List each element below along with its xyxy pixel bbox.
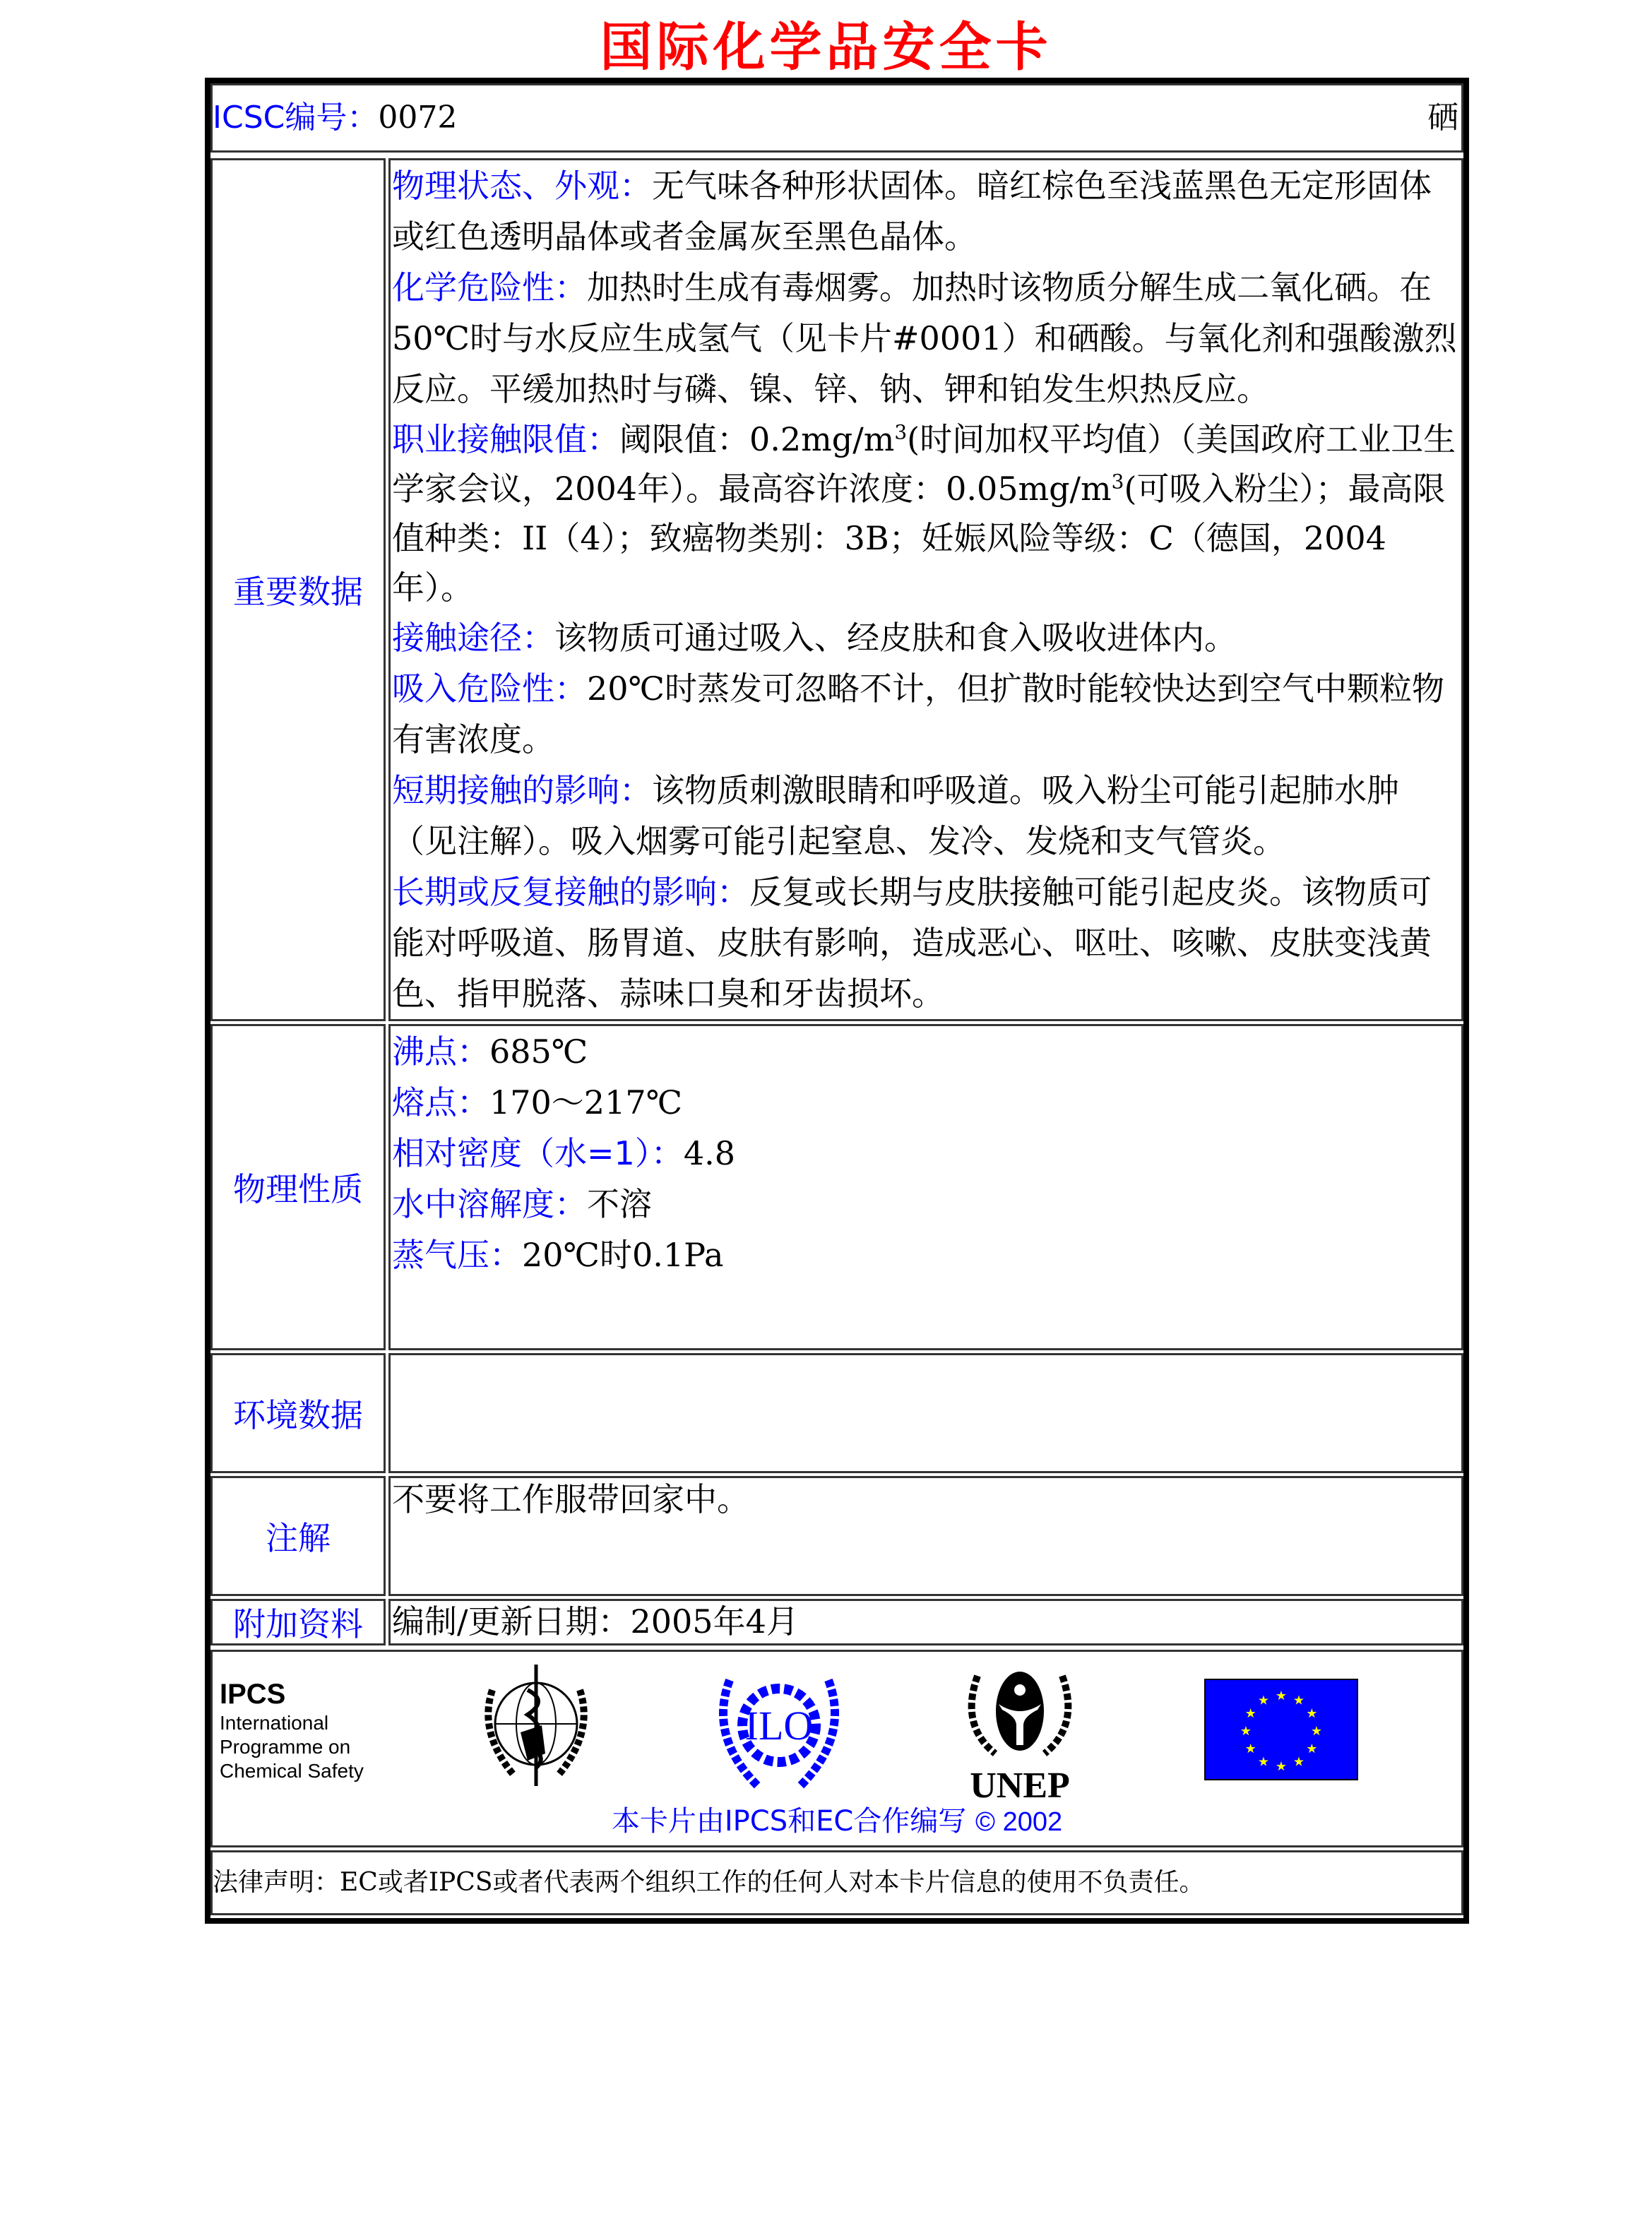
eu-star-icon: ★ <box>1240 1724 1252 1739</box>
icsc-number: 0072 <box>378 100 458 136</box>
eu-star-icon: ★ <box>1257 1754 1270 1770</box>
item-label: 物理状态、外观： <box>392 167 652 205</box>
item-text: 20℃时0.1Pa <box>522 1236 724 1274</box>
substance-name: 硒 <box>1427 100 1458 136</box>
vapour-pressure <box>392 1230 1461 1280</box>
item-label: 化学危险性： <box>392 268 587 306</box>
copyright: © 2002 <box>975 1807 1063 1837</box>
inhalation-risk <box>392 663 1461 765</box>
item-label: 蒸气压： <box>392 1236 522 1274</box>
unep-emblem-icon <box>960 1662 1080 1803</box>
eu-star-icon: ★ <box>1293 1754 1305 1770</box>
section-label: 物理性质 <box>233 1170 363 1208</box>
short-term-effects <box>392 765 1461 867</box>
relative-density <box>392 1128 1461 1179</box>
item-label: 水中溶解度： <box>392 1185 587 1223</box>
icsc-header-row <box>210 83 1463 153</box>
important-data-label <box>210 158 386 1021</box>
item-label: 熔点： <box>392 1083 489 1121</box>
credit-text: 本卡片由IPCS和EC合作编写 <box>611 1805 967 1838</box>
ipcs-logo-text <box>220 1677 364 1783</box>
unep-text: UNEP <box>970 1766 1070 1803</box>
item-text: (时间加权平均值）（美国政府工业卫生学家会议，2004年）。最高容许浓度：0.05mg/m <box>392 420 1456 508</box>
exposure-routes <box>392 612 1461 663</box>
ilo-text: ILO <box>744 1703 814 1749</box>
superscript: 3 <box>1111 470 1124 494</box>
footer-logos-row <box>210 1650 1463 1847</box>
section-label: 重要数据 <box>233 573 363 611</box>
notes-text: 不要将工作服带回家中。 <box>392 1480 749 1518</box>
item-label: 短期接触的影响： <box>392 771 652 809</box>
important-data-content <box>388 158 1463 1021</box>
exposure-limits <box>392 415 1461 612</box>
eu-star-icon: ★ <box>1275 1689 1288 1703</box>
item-text: 20℃时蒸发可忽略不计，但扩散时能较快达到空气中颗粒物有害浓度。 <box>392 669 1444 758</box>
additional-content <box>388 1599 1463 1645</box>
eu-star-icon: ★ <box>1275 1759 1288 1774</box>
legal-text: EC或者IPCS或者代表两个组织工作的任何人对本卡片信息的使用不负责任。 <box>340 1868 1205 1897</box>
item-text: 反复或长期与皮肤接触可能引起皮炎。该物质可能对呼吸道、肠胃道、皮肤有影响，造成恶心、呕吐、咳嗽、皮肤变浅黄色、指甲脱落、蒜味口臭和牙齿损坏。 <box>392 873 1432 1013</box>
eu-star-icon: ★ <box>1293 1693 1305 1708</box>
ipcs-title: IPCS <box>220 1679 286 1710</box>
notes-label <box>210 1476 386 1596</box>
icsc-number-label: ICSC编号： <box>213 100 379 136</box>
environment-content <box>388 1353 1463 1473</box>
ipcs-line: International <box>220 1712 329 1734</box>
item-label: 职业接触限值： <box>392 420 619 458</box>
who-emblem-icon <box>471 1662 601 1793</box>
page-title: 国际化学品安全卡 <box>600 17 1052 78</box>
eu-star-icon: ★ <box>1310 1724 1323 1739</box>
appearance <box>392 160 1461 262</box>
section-label: 注解 <box>266 1519 331 1557</box>
eu-star-icon: ★ <box>1306 1706 1318 1721</box>
physical-properties-label <box>210 1024 386 1350</box>
item-label: 长期或反复接触的影响： <box>392 873 749 911</box>
item-text: 4.8 <box>683 1134 735 1172</box>
ipcs-line: Chemical Safety <box>220 1760 364 1782</box>
legal-label: 法律声明： <box>213 1868 340 1897</box>
long-term-effects <box>392 867 1461 1019</box>
superscript: 3 <box>894 420 908 444</box>
item-label: 吸入危险性： <box>392 669 587 708</box>
additional-label <box>210 1599 386 1645</box>
physical-properties-content <box>388 1024 1463 1350</box>
melting-point <box>392 1077 1461 1128</box>
environment-label <box>210 1353 386 1473</box>
section-label: 附加资料 <box>233 1605 363 1643</box>
legal-notice-row <box>210 1850 1463 1915</box>
eu-star-icon: ★ <box>1306 1742 1318 1756</box>
item-text: 不溶 <box>587 1185 652 1223</box>
ipcs-line: Programme on <box>220 1736 351 1758</box>
boiling-point <box>392 1026 1461 1077</box>
credit-line <box>213 1799 1461 1839</box>
eu-star-icon: ★ <box>1244 1742 1256 1756</box>
item-text: (可吸入粉尘）；最高限值种类：II（4）；致癌物类别：3B；妊娠风险等级：C（德国，2004年）。 <box>392 470 1446 607</box>
item-text: 该物质可通过吸入、经皮肤和食入吸收进体内。 <box>554 619 1237 657</box>
additional-text: 编制/更新日期：2005年4月 <box>392 1602 799 1641</box>
item-text: 685℃ <box>489 1032 588 1071</box>
item-label: 沸点： <box>392 1032 489 1071</box>
chemical-hazards <box>392 262 1461 415</box>
eu-flag-icon <box>1204 1679 1358 1780</box>
item-label: 接触途径： <box>392 619 554 657</box>
item-text: 无气味各种形状固体。暗红棕色至浅蓝黑色无定形固体或红色透明晶体或者金属灰至黑色晶体。 <box>392 167 1432 256</box>
item-text: 170～217℃ <box>489 1083 683 1121</box>
item-text: 该物质刺激眼睛和呼吸道。吸入粉尘可能引起肺水肿（见注解）。吸入烟雾可能引起窒息、发冷、发烧和支气管炎。 <box>392 771 1399 860</box>
section-label: 环境数据 <box>233 1396 363 1434</box>
ilo-emblem-icon <box>715 1666 843 1790</box>
eu-star-icon: ★ <box>1257 1693 1270 1708</box>
notes-content <box>388 1476 1463 1596</box>
eu-star-icon: ★ <box>1244 1706 1256 1721</box>
item-text: 阈限值：0.2mg/m <box>619 420 895 458</box>
water-solubility <box>392 1179 1461 1230</box>
item-text: 加热时生成有毒烟雾。加热时该物质分解生成二氧化硒。在50℃时与水反应生成氢气（见卡片#0001）和硒酸。与氧化剂和强酸激烈反应。平缓加热时与磷、镍、锌、钠、钾和铂发生炽热反应。 <box>392 268 1457 408</box>
item-label: 相对密度（水=1）： <box>392 1134 684 1172</box>
